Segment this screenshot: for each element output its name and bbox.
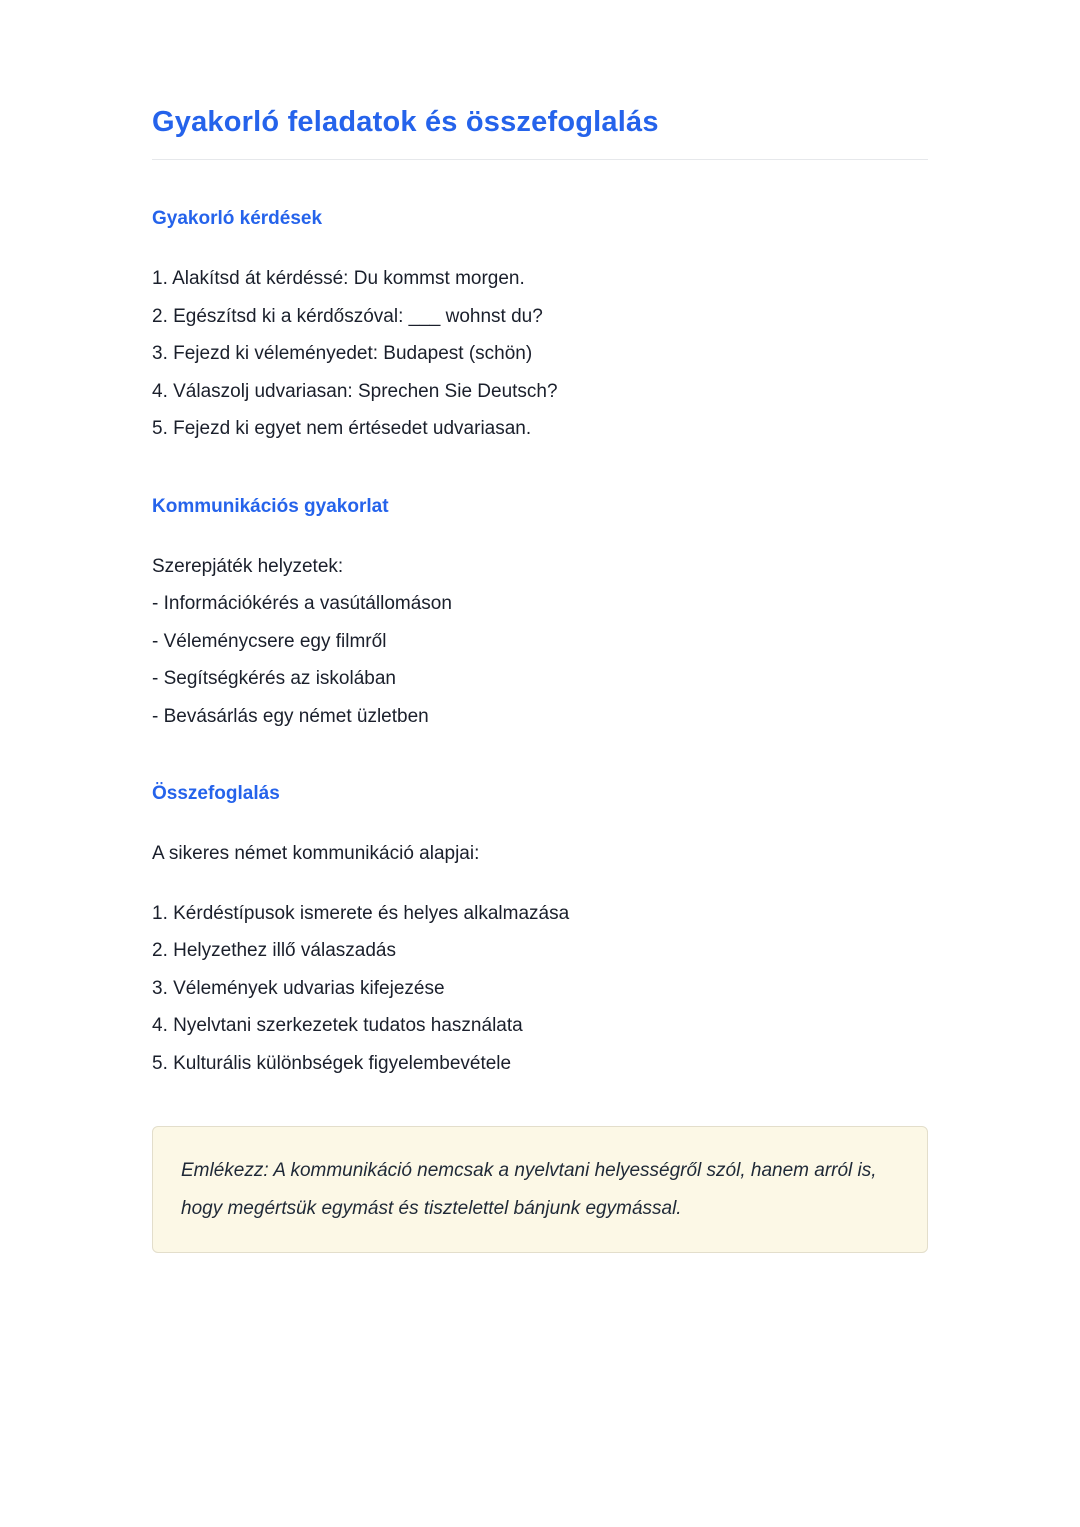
list-item: 3. Fejezd ki véleményedet: Budapest (schön)	[152, 343, 533, 364]
section-heading-communication-practice: Kommunikációs gyakorlat	[152, 495, 389, 517]
list-item: 1. Kérdéstípusok ismerete és helyes alkalmazása	[152, 902, 570, 924]
section-intro: A sikeres német kommunikáció alapjai:	[152, 843, 480, 864]
list-item: 5. Kulturális különbségek figyelembevétele	[152, 1052, 512, 1074]
section-communication-practice	[152, 496, 928, 736]
reminder-callout	[152, 1126, 928, 1253]
list-item: - Bevásárlás egy német üzletben	[152, 705, 429, 727]
numbered-list	[152, 260, 928, 448]
dash-list	[152, 585, 928, 735]
list-item: - Véleménycsere egy filmről	[152, 630, 387, 652]
list-item: - Segítségkérés az iskolában	[152, 668, 396, 689]
section-practice-questions	[152, 208, 928, 448]
list-item: 2. Helyzethez illő válaszadás	[152, 940, 396, 961]
title-divider	[152, 159, 928, 160]
section-intro: Szerepjáték helyzetek:	[152, 555, 344, 577]
numbered-list	[152, 895, 928, 1083]
list-item: 2. Egészítsd ki a kérdőszóval: ___ wohnst du?	[152, 305, 543, 327]
list-item: 5. Fejezd ki egyet nem értésedet udvariasan.	[152, 418, 532, 439]
list-item: 1. Alakítsd át kérdéssé: Du kommst morgen.	[152, 268, 525, 289]
section-heading-practice-questions: Gyakorló kérdések	[152, 208, 323, 229]
list-item: 3. Vélemények udvarias kifejezése	[152, 977, 445, 999]
page-title: Gyakorló feladatok és összefoglalás	[152, 106, 659, 138]
section-heading-summary: Összefoglalás	[152, 783, 280, 804]
list-item: 4. Nyelvtani szerkezetek tudatos használata	[152, 1015, 523, 1036]
reminder-callout-text: Emlékezz: A kommunikáció nemcsak a nyelvtani helyességről szól, hanem arról is, hogy megértsük egymást és tisztelettel bánjunk egymással.	[181, 1160, 877, 1219]
section-summary	[152, 783, 928, 1082]
list-item: - Információkérés a vasútállomáson	[152, 593, 452, 614]
list-item: 4. Válaszolj udvariasan: Sprechen Sie Deutsch?	[152, 380, 558, 402]
